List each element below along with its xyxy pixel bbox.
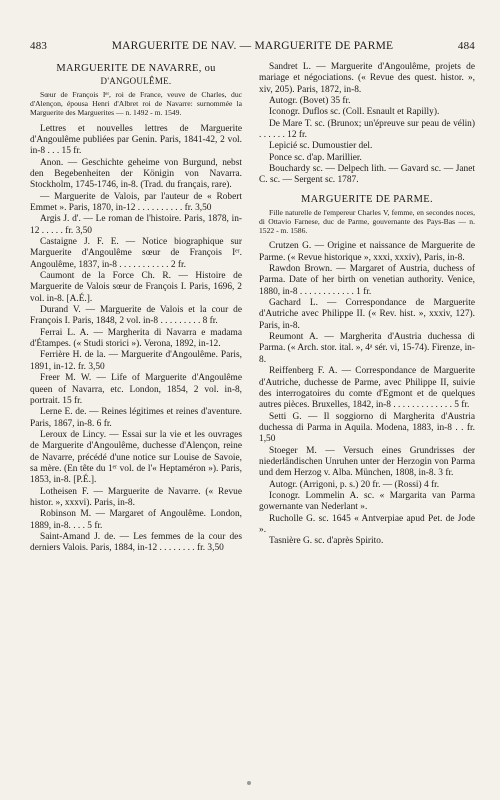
right-page-number: 484 (457, 40, 475, 52)
right-column (259, 62, 475, 548)
bibliography-entry: Robinson M. — Margaret of Angoulême. London, 1889, in-8. . . . 5 fr. (30, 509, 242, 531)
section-description: Sœur de François Iᵉʳ, roi de France, veuve de Charles, duc d'Alençon, épousa Henri d'Albret roi de Navarre: surnommée la Marguerite des Marguerites — n. 1492 - m. 1549. (30, 90, 242, 118)
bibliography-entry: Rawdon Brown. — Margaret of Austria, duchess of Parma. Date of her birth on venetian authority. Venice, 1880, in-8 . . . . . . . . . . . . 1 fr. (259, 264, 475, 297)
section-description: Fille naturelle de l'empereur Charles V, femme, en secondes noces, di Ottavio Farnese, duc de Parme, gouvernante des Pays-Bas — n. 1522 - m. 1586. (259, 207, 475, 236)
bibliography-entry: Crutzen G. — Origine et naissance de Marguerite de Parme. (« Revue historique », xxxi, xxxiv), Paris, in-8. (259, 241, 475, 263)
bibliography-entry: Autogr. (Arrigoni, p. s.) 20 fr. — (Rossi) 4 fr. (269, 479, 440, 490)
bibliography-entry: Freer M. W. — Life of Marguerite d'Angoulême queen of Navarra, etc. London, 1854, 2 vol. in-8, portrait. 15 fr. (30, 373, 242, 406)
bibliography-entry: Lerne E. de. — Reines légitimes et reines d'aventure. Paris, 1867, in-8. 6 fr. (30, 407, 242, 429)
bibliography-entry: Sandret L. — Marguerite d'Angoulême, projets de mariage et négociations. (« Revue des quest. histor. », xiv, 205). Paris, 1872, in-8. (259, 62, 475, 95)
bibliography-entry: Gachard L. — Correspondance de Marguerite d'Autriche avec Philippe II. (« Rev. hist. », xxxiv, 127). Paris, in-8. (259, 298, 475, 331)
bibliography-entry: Lepicié sc. Dumoustier del. (269, 141, 373, 152)
bibliography-entry: Ferrai L. A. — Margherita di Navarra e madama d'Étampes. (« Studi storici »). Verona, 1892, in-12. (30, 327, 242, 350)
left-page-number: 483 (30, 40, 48, 52)
bibliography-entry: Tasnière G. sc. d'après Spirito. (269, 536, 384, 547)
bibliography-entry: Reiffenberg F. A. — Correspondance de Marguerite d'Autriche, duchesse de Parme, avec Philippe II, suivie des interrogatoires du comte d'Egmont et de quelques autres pièces. Bruxelles, 1842, in-8 . . . . . . . . . . . . . 5 fr. (259, 366, 475, 411)
bibliography-entry: Lettres et nouvelles lettres de Marguerite d'Angoulême publiées par Genin. Paris, 1841-42, 2 vol. in-8 . . . 15 fr. (30, 123, 242, 157)
bibliography-entry: De Mare T. sc. (Brunox; un'épreuve sur peau de vélin) . . . . . . 12 fr. (259, 118, 475, 141)
bibliography-entry: Iconogr. Duflos sc. (Coll. Esnault et Rapilly). (269, 107, 440, 118)
bibliography-entry: Reumont A. — Margherita d'Austria duchessa di Parma. (« Arch. stor. ital. », 4ᵃ sér. vi, 15-74). Firenze, in-8. (259, 332, 475, 365)
running-title: MARGUERITE DE NAV. — MARGUERITE DE PARME (111, 40, 394, 52)
bibliography-entry: Lotheisen F. — Marguerite de Navarre. (« Revue histor. », xxxvi). Paris, in-8. (30, 486, 242, 508)
bibliography-entry: — Marguerite de Valois, par l'auteur de « Robert Emmet ». Paris, 1870, in-12 . . . . . . . . . . fr. 3,50 (30, 191, 242, 214)
bibliography-entry: Leroux de Lincy. — Essai sur la vie et les ouvrages de Marguerite d'Angoulême, duchesse d'Alençon, reine de Navarre, précédé d'une notice sur Louise de Savoie, sa mère. (En tête du 1ᵉʳ vol. de l'« Heptaméron »). Paris, 1853, in-8. [P.É.]. (30, 429, 242, 486)
bibliography-entry: Stoeger M. — Versuch eines Grundrisses der niederländischen Unruhen unter der Herzogin von Parma und dem Herzog v. Alba. München, 1808, in-8. 3 fr. (259, 445, 475, 479)
section-heading-navarre: MARGUERITE DE NAVARRE, ou D'ANGOULÊME. (30, 62, 242, 88)
bibliography-entry: Saint-Amand J. de. — Les femmes de la cour des derniers Valois. Paris, 1884, in-12 . . . . . . . . fr. 3,50 (30, 531, 242, 554)
entry-list-parme (259, 241, 475, 547)
bibliography-entry: Castaigne J. F. E. — Notice biographique sur Marguerite d'Angoulême sœur de François Iᵉʳ. Angoulême, 1837, in-8 . . . . . . . . . . . 2 fr. (30, 237, 242, 270)
section-heading-parme: MARGUERITE DE PARME. (301, 193, 433, 205)
bibliography-entry: Setti G. — Il soggiorno di Margherita d'Austria duchessa di Parma in Aquila. Modena, 1883, in-8 . . fr. 1,50 (259, 411, 475, 445)
bibliography-entry: Autogr. (Bovet) 35 fr. (269, 96, 351, 107)
bibliography-entry: Bouchardy sc. — Delpech lith. — Gavard sc. — Janet C. sc. — Sergent sc. 1787. (259, 164, 475, 186)
bibliography-entry: Iconogr. Lommelin A. sc. « Margarita van Parma gowernante van Nederlant ». (259, 490, 475, 513)
page-mark (247, 781, 251, 785)
entry-list-navarre (30, 124, 242, 555)
left-column (30, 62, 242, 555)
entry-list-navarre-continued (259, 62, 475, 187)
bibliography-entry: Rucholle G. sc. 1645 « Antverpiae apud Pet. de Jode ». (259, 513, 475, 535)
bibliography-entry: Ferrière H. de la. — Marguerite d'Angoulême. Paris, 1891, in-12. fr. 3,50 (30, 350, 242, 372)
bibliography-entry: Durand V. — Marguerite de Valois et la cour de François I. Paris, 1848, 2 vol. in-8 . . . . . . . . . 8 fr. (30, 305, 242, 327)
bibliography-entry: Ponce sc. d'ap. Marillier. (269, 152, 362, 163)
bibliography-entry: Caumont de la Force Ch. R. — Histoire de Marguerite de Valois sœur de François I. Paris, 1696, 2 vol. in-8. [A.É.]. (30, 271, 242, 304)
bibliography-entry: Anon. — Geschichte geheime von Burgund, nebst den Begebenheiten der Königin von Navarra. Stockholm, 1745-1746, in-8. (Trad. du français, rare). (30, 157, 242, 191)
section-subheading: D'ANGOULÊME. (100, 76, 172, 86)
bibliography-entry: Argis J. d'. — Le roman de l'histoire. Paris, 1878, in-12 . . . . . fr. 3,50 (30, 214, 242, 236)
